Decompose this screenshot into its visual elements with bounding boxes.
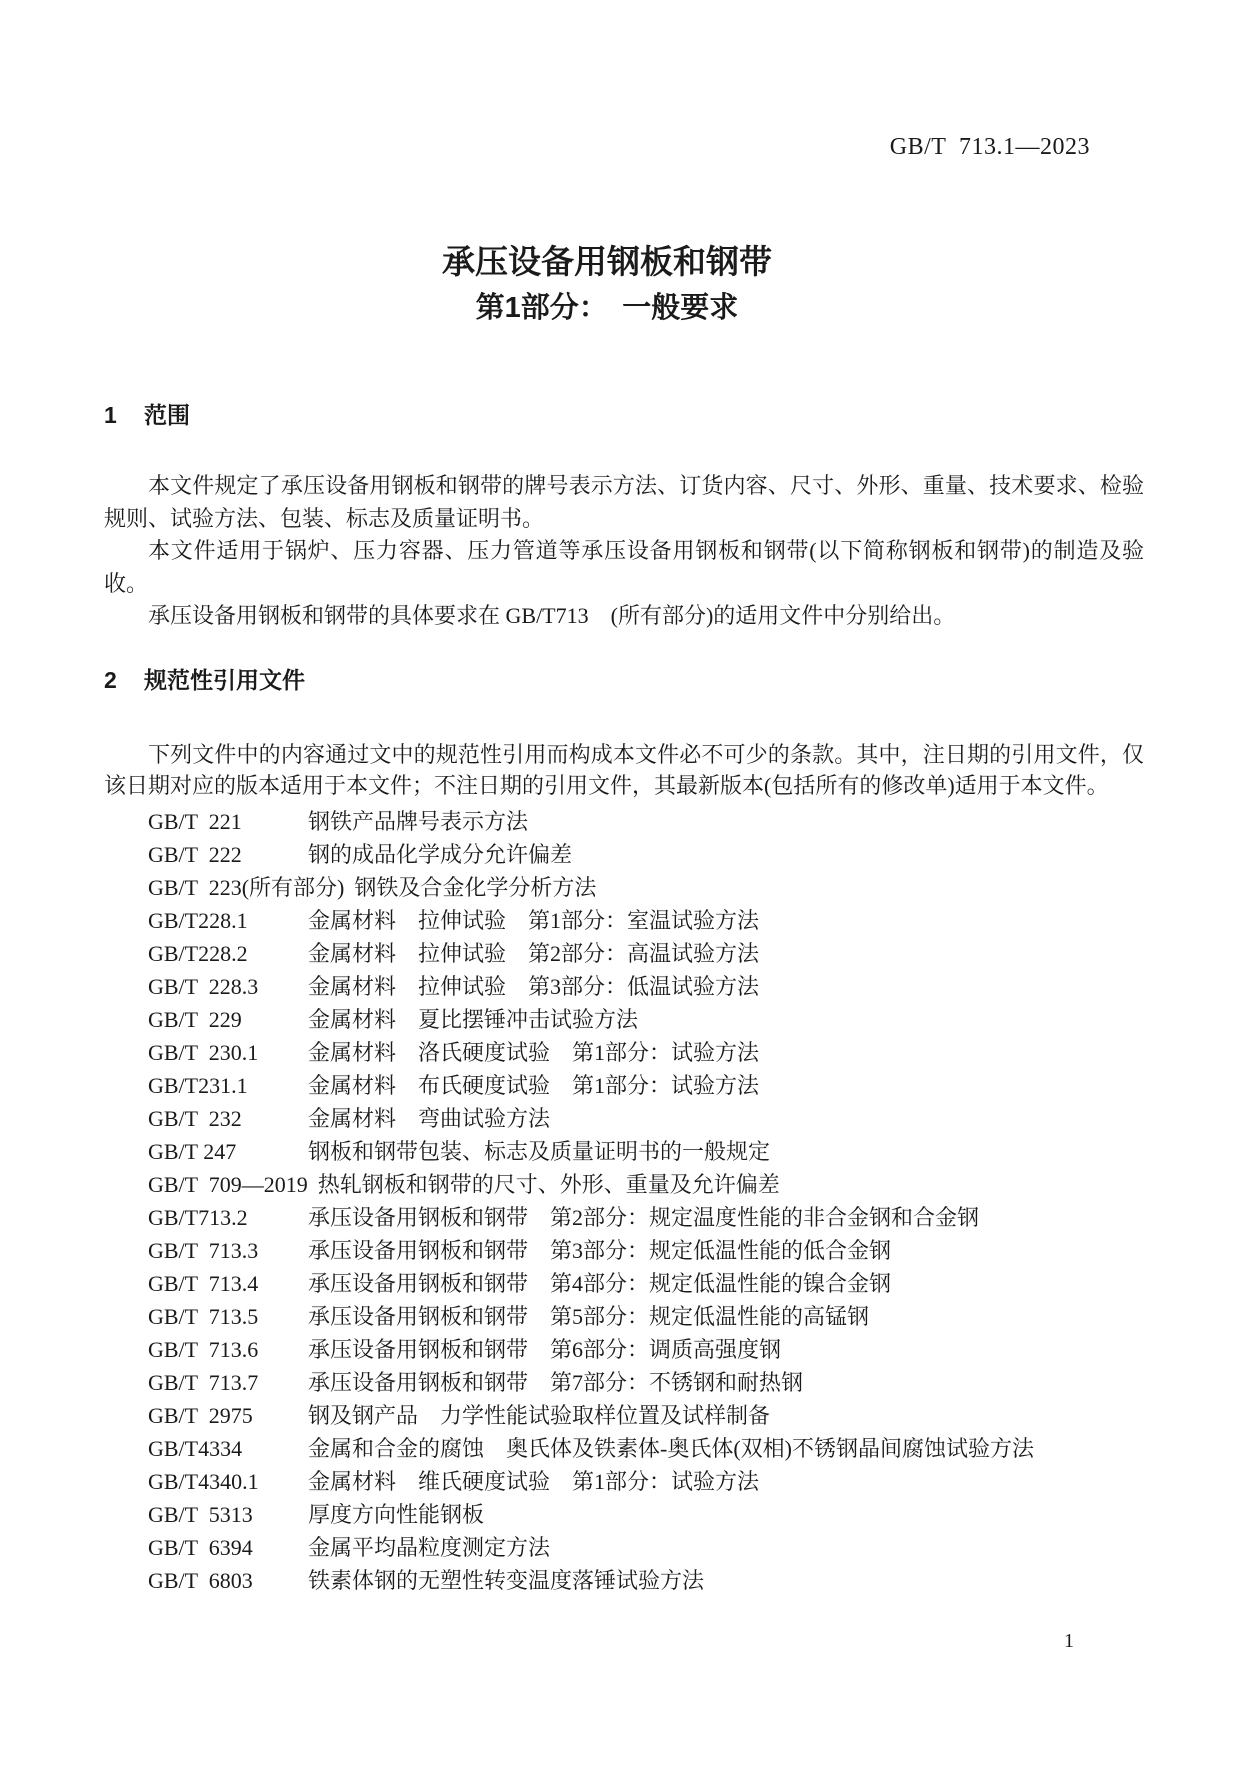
reference-title: 金属平均晶粒度测定方法 [308,1534,551,1560]
reference-code: GB/T 713.6 [148,1336,259,1362]
reference-item [148,1531,1144,1564]
reference-title: 金属材料 洛氏硬度试验 第1部分：试验方法 [308,1039,760,1065]
reference-code: GB/T4334 [148,1435,243,1461]
reference-code: GB/T228.2 [148,940,248,966]
document-title-line-2: 第1部分： 一般要求 [475,292,739,324]
reference-title: 金属材料 拉伸试验 第3部分：低温试验方法 [308,973,760,999]
reference-title: 金属材料 拉伸试验 第1部分：室温试验方法 [308,907,760,933]
reference-title: 承压设备用钢板和钢带 第3部分：规定低温性能的低合金钢 [308,1237,892,1263]
reference-code: GB/T 5313 [148,1501,253,1527]
reference-item [148,1069,1144,1102]
reference-item [148,1432,1144,1465]
reference-title: 钢铁及合金化学分析方法 [354,874,597,900]
reference-title: 热轧钢板和钢带的尺寸、外形、重量及允许偏差 [317,1171,780,1197]
reference-code: GB/T228.1 [148,907,248,933]
document-title-line-1: 承压设备用钢板和钢带 [442,243,772,280]
reference-title: 钢板和钢带包装、标志及质量证明书的一般规定 [308,1138,771,1164]
reference-code: GB/T713.2 [148,1204,248,1230]
reference-code: GB/T 713.4 [148,1270,259,1296]
reference-code: GB/T 229 [148,1006,242,1032]
reference-item [148,1366,1144,1399]
reference-code: GB/T 247 [148,1138,237,1164]
section-1-title: 范围 [144,402,190,428]
reference-title: 承压设备用钢板和钢带 第2部分：规定温度性能的非合金钢和合金钢 [308,1204,980,1230]
reference-code: GB/T 223(所有部分) [148,874,345,900]
normative-references-intro: 下列文件中的内容通过文中的规范性引用而构成本文件必不可少的条款。其中，注日期的引用文件，仅该日期对应的版本适用于本文件；不注日期的引用文件，其最新版本(包括所有的修改单)适用于本文件。 [104,741,1144,798]
reference-item [148,1003,1144,1036]
standard-number-header: GB/T 713.1—2023 [889,134,1090,160]
reference-item [148,838,1144,871]
reference-item [148,904,1144,937]
reference-item [148,1036,1144,1069]
scope-paragraph-3: 承压设备用钢板和钢带的具体要求在 GB/T713 (所有部分)的适用文件中分别给出。 [148,603,956,628]
document-title-block [0,243,1214,325]
section-2-number: 2 [104,666,117,693]
reference-title: 金属材料 夏比摆锤冲击试验方法 [308,1006,639,1032]
reference-code: GB/T4340.1 [148,1468,259,1494]
reference-title: 金属材料 拉伸试验 第2部分：高温试验方法 [308,940,760,966]
scope-paragraph-1: 本文件规定了承压设备用钢板和钢带的牌号表示方法、订货内容、尺寸、外形、重量、技术要求、检验规则、试验方法、包装、标志及质量证明书。 [104,473,1144,531]
reference-title: 厚度方向性能钢板 [308,1501,485,1527]
reference-title: 承压设备用钢板和钢带 第6部分：调质高强度钢 [308,1336,782,1362]
reference-list [104,805,1144,1597]
reference-item [148,1300,1144,1333]
reference-item [148,1267,1144,1300]
page-number: 1 [1064,1630,1074,1652]
reference-title: 铁素体钢的无塑性转变温度落锤试验方法 [308,1567,705,1593]
reference-item [148,805,1144,838]
document-body [104,402,1144,1597]
reference-code: GB/T 222 [148,841,242,867]
reference-code: GB/T 228.3 [148,973,259,999]
reference-code: GB/T231.1 [148,1072,248,1098]
reference-code: GB/T 2975 [148,1402,253,1428]
reference-code: GB/T 709—2019 [148,1171,308,1197]
reference-code: GB/T 221 [148,808,242,834]
reference-code: GB/T 713.5 [148,1303,259,1329]
reference-item [148,1168,1144,1201]
reference-title: 承压设备用钢板和钢带 第5部分：规定低温性能的高锰钢 [308,1303,870,1329]
reference-code: GB/T 713.3 [148,1237,259,1263]
section-1-heading [104,402,1144,428]
reference-code: GB/T 230.1 [148,1039,259,1065]
reference-item [148,1333,1144,1366]
reference-item [148,1234,1144,1267]
reference-item [148,1465,1144,1498]
reference-item [148,937,1144,970]
reference-code: GB/T 713.7 [148,1369,259,1395]
reference-item [148,871,1144,904]
reference-title: 金属材料 弯曲试验方法 [308,1105,551,1131]
reference-title: 钢及钢产品 力学性能试验取样位置及试样制备 [308,1402,771,1428]
reference-item [148,1399,1144,1432]
reference-item [148,1564,1144,1597]
reference-item [148,970,1144,1003]
reference-title: 金属和合金的腐蚀 奥氏体及铁素体-奥氏体(双相)不锈钢晶间腐蚀试验方法 [308,1435,1034,1461]
reference-title: 金属材料 布氏硬度试验 第1部分：试验方法 [308,1072,760,1098]
reference-title: 承压设备用钢板和钢带 第7部分：不锈钢和耐热钢 [308,1369,804,1395]
reference-title: 承压设备用钢板和钢带 第4部分：规定低温性能的镍合金钢 [308,1270,892,1296]
section-1-number: 1 [104,402,117,428]
section-2-title: 规范性引用文件 [144,666,305,693]
section-2-heading [104,667,1144,693]
reference-code: GB/T 6803 [148,1567,253,1593]
reference-item [148,1201,1144,1234]
reference-title: 金属材料 维氏硬度试验 第1部分：试验方法 [308,1468,760,1494]
reference-item [148,1135,1144,1168]
scope-paragraph-2: 本文件适用于锅炉、压力容器、压力管道等承压设备用钢板和钢带(以下简称钢板和钢带)的制造及验收。 [104,538,1144,596]
reference-code: GB/T 232 [148,1105,242,1131]
reference-title: 钢铁产品牌号表示方法 [308,808,529,834]
reference-code: GB/T 6394 [148,1534,253,1560]
reference-title: 钢的成品化学成分允许偏差 [308,841,573,867]
reference-item [148,1102,1144,1135]
reference-item [148,1498,1144,1531]
